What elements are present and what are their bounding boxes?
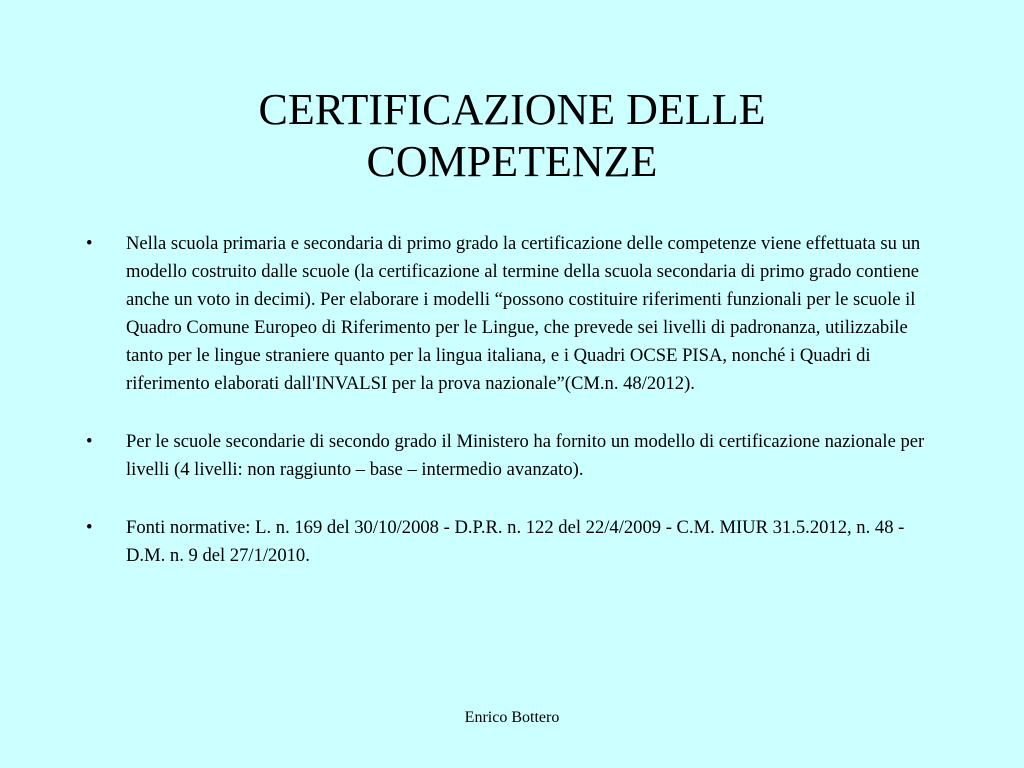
bullet-marker-icon: • (86, 233, 93, 254)
slide-title (120, 84, 904, 188)
bullet-item-legal-sources (86, 514, 944, 570)
slide-title-line-2: COMPETENZE (366, 137, 658, 186)
bullet-text: Fonti normative: L. n. 169 del 30/10/2008 - D.P.R. n. 122 del 22/4/2009 - C.M. MIUR 31.5.2012, n. 48 - D.M. n. 9 del 27/1/2010. (126, 517, 905, 566)
bullet-item-secondary-school (86, 428, 944, 484)
bullet-text: Nella scuola primaria e secondaria di primo grado la certificazione delle competenze viene effettuata su un modello costruito dalle scuole (la certificazione al termine della scuola secondaria di primo grado contiene anche un voto in decimi). Per elaborare i modelli “possono costituire riferimenti funzionali per le scuole il Quadro Comune Europeo di Riferimento per le Lingue, che prevede sei livelli di padronanza, utilizzabile tanto per le lingue straniere quanto per la lingua italiana, e i Quadri OCSE PISA, nonché i Quadri di riferimento elaborati dall'INVALSI per la prova nazionale”(CM.n. 48/2012). (126, 233, 921, 394)
bullet-marker-icon: • (86, 517, 93, 538)
bullet-text: Per le scuole secondarie di secondo grado il Ministero ha fornito un modello di certificazione nazionale per livelli (4 livelli: non raggiunto – base – intermedio avanzato). (126, 431, 925, 480)
bullet-list (86, 230, 944, 600)
slide-title-line-1: CERTIFICAZIONE DELLE (258, 85, 766, 134)
bullet-item-primary-school (86, 230, 944, 398)
footer-author: Enrico Bottero (464, 709, 560, 726)
bullet-marker-icon: • (86, 431, 93, 452)
